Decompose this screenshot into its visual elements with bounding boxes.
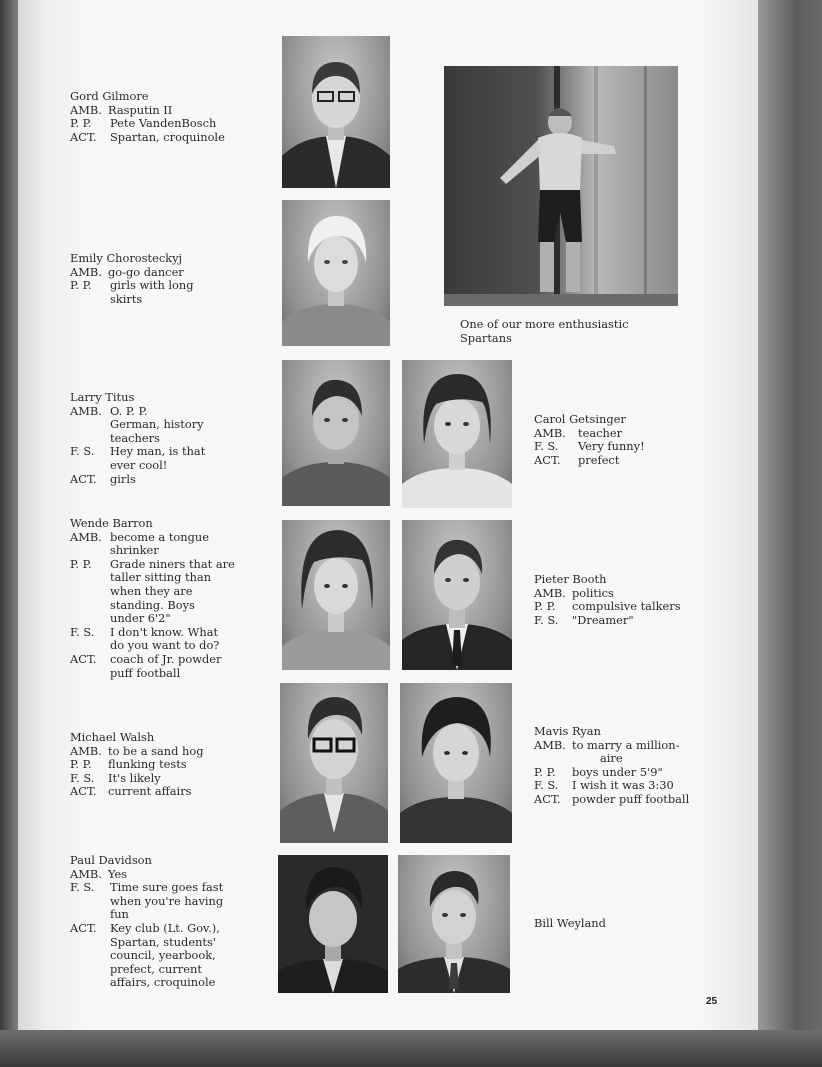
photo-caption xyxy=(460,318,629,345)
amb-label: AMB. xyxy=(534,425,566,440)
caption-line: Spartans xyxy=(460,330,512,345)
pet-peeve-cont: under 6'2" xyxy=(110,611,171,626)
bio-gord-gilmore xyxy=(70,90,225,144)
famous-saying: Hey man, is that xyxy=(110,444,206,459)
fs-label: F. S. xyxy=(534,439,559,454)
pet-peeve: flunking tests xyxy=(108,757,187,772)
portrait-photo-carol-getsinger xyxy=(402,360,512,508)
ambition: politics xyxy=(572,585,614,600)
portrait-photo-michael-walsh xyxy=(280,683,388,843)
portrait-photo-paul-davidson xyxy=(278,855,388,993)
amb-label: AMB. xyxy=(70,866,102,881)
famous-saying: Time sure goes fast xyxy=(110,880,224,895)
activities: Spartan, croquinole xyxy=(110,129,225,144)
ambition-cont: teachers xyxy=(110,430,160,445)
ambition: become a tongue xyxy=(110,529,209,544)
famous-saying-cont: ever cool! xyxy=(110,457,168,472)
portrait-photo-pieter-booth xyxy=(402,520,512,670)
act-label: ACT. xyxy=(70,784,97,799)
bio-pieter-booth xyxy=(534,573,681,627)
fs-label: F. S. xyxy=(70,444,95,459)
activities: prefect xyxy=(578,452,620,467)
bio-bill-weyland xyxy=(534,917,606,931)
portrait-photo-emily-chorosteckyj xyxy=(282,200,390,346)
amb-label: AMB. xyxy=(70,529,102,544)
ambition: go-go dancer xyxy=(108,264,184,279)
caption-line: One of our more enthusiastic xyxy=(460,317,629,331)
ambition: to be a sand hog xyxy=(108,743,204,758)
student-name: Wende Barron xyxy=(70,516,153,530)
activities: Key club (Lt. Gov.), xyxy=(110,920,220,935)
ambition-cont: shrinker xyxy=(110,543,159,558)
famous-saying: I don't know. What xyxy=(110,624,219,639)
fs-label: F. S. xyxy=(534,778,559,793)
activities: coach of Jr. powder xyxy=(110,651,222,666)
pp-label: P. P. xyxy=(70,278,92,293)
activities: girls xyxy=(110,471,136,486)
book-spine xyxy=(0,0,20,1067)
student-name: Bill Weyland xyxy=(534,916,606,930)
amb-label: AMB. xyxy=(534,737,566,752)
pet-peeve-cont: skirts xyxy=(110,291,143,306)
ambition-cont: German, history xyxy=(110,417,204,432)
act-label: ACT. xyxy=(70,471,97,486)
student-name: Pieter Booth xyxy=(534,572,607,586)
amb-label: AMB. xyxy=(70,743,102,758)
ambition: Yes xyxy=(108,866,128,881)
activities-cont: council, yearbook, xyxy=(110,948,216,963)
ambition: to marry a million- xyxy=(572,737,680,752)
pet-peeve: compulsive talkers xyxy=(572,599,681,614)
ambition: teacher xyxy=(578,425,623,440)
pet-peeve: boys under 5'9" xyxy=(572,764,663,779)
page-number: 25 xyxy=(706,996,718,1007)
student-name: Mavis Ryan xyxy=(534,724,601,738)
bio-mavis-ryan xyxy=(534,725,689,807)
bio-emily-chorosteckyj xyxy=(70,252,194,306)
act-label: ACT. xyxy=(534,452,561,467)
famous-saying-cont: do you want to do? xyxy=(110,638,220,653)
page-bottom-shadow xyxy=(0,1030,822,1067)
pet-peeve: Grade niners that are xyxy=(110,556,235,571)
student-name: Emily Chorosteckyj xyxy=(70,251,183,265)
portrait-photo-bill-weyland xyxy=(398,855,510,993)
pp-label: P. P. xyxy=(70,556,92,571)
famous-saying-cont: when you're having xyxy=(110,893,224,908)
act-label: ACT. xyxy=(534,791,561,806)
pet-peeve: Pete VandenBosch xyxy=(110,116,217,131)
activities-cont: affairs, croquinole xyxy=(110,975,216,990)
bio-carol-getsinger xyxy=(534,413,645,467)
pet-peeve-cont: taller sitting than xyxy=(110,570,212,585)
pp-label: P. P. xyxy=(534,764,556,779)
bio-larry-titus xyxy=(70,391,205,486)
ambition-cont: aire xyxy=(600,751,623,766)
fs-label: F. S. xyxy=(534,612,559,627)
famous-saying: It's likely xyxy=(108,770,161,785)
student-name: Carol Getsinger xyxy=(534,412,626,426)
act-label: ACT. xyxy=(70,920,97,935)
page-edge-shadow xyxy=(758,0,822,1067)
activities-cont: Spartan, students' xyxy=(110,934,216,949)
portrait-photo-larry-titus xyxy=(282,360,390,506)
student-name: Paul Davidson xyxy=(70,853,152,867)
pp-label: P. P. xyxy=(70,116,92,131)
portrait-photo-gord-gilmore xyxy=(282,36,390,188)
student-name: Michael Walsh xyxy=(70,730,155,744)
pp-label: P. P. xyxy=(534,599,556,614)
bio-wende-barron xyxy=(70,517,235,680)
amb-label: AMB. xyxy=(70,102,102,117)
activities-cont: prefect, current xyxy=(110,961,202,976)
famous-saying: I wish it was 3:30 xyxy=(572,778,674,793)
amb-label: AMB. xyxy=(70,264,102,279)
act-label: ACT. xyxy=(70,651,97,666)
amb-label: AMB. xyxy=(534,585,566,600)
pet-peeve-cont: when they are xyxy=(110,583,193,598)
act-label: ACT. xyxy=(70,129,97,144)
activities: powder puff football xyxy=(572,791,690,806)
fs-label: F. S. xyxy=(70,770,95,785)
activities: current affairs xyxy=(108,784,192,799)
student-name: Gord Gilmore xyxy=(70,89,149,103)
ambition: Rasputin II xyxy=(108,102,173,117)
ambition: O. P. P. xyxy=(110,403,148,418)
famous-saying-cont: fun xyxy=(110,907,129,922)
pp-label: P. P. xyxy=(70,757,92,772)
pet-peeve: girls with long xyxy=(110,278,194,293)
activities-cont: puff football xyxy=(110,665,181,680)
famous-saying: Very funny! xyxy=(578,439,645,454)
fs-label: F. S. xyxy=(70,624,95,639)
bio-paul-davidson xyxy=(70,854,223,990)
bio-michael-walsh xyxy=(70,731,204,799)
portrait-photo-mavis-ryan xyxy=(400,683,512,843)
portrait-photo-wende-barron xyxy=(282,520,390,670)
famous-saying: "Dreamer" xyxy=(572,612,634,627)
student-name: Larry Titus xyxy=(70,390,135,404)
amb-label: AMB. xyxy=(70,403,102,418)
spartan-mascot-photo xyxy=(444,66,678,306)
fs-label: F. S. xyxy=(70,880,95,895)
pet-peeve-cont: standing. Boys xyxy=(110,597,195,612)
